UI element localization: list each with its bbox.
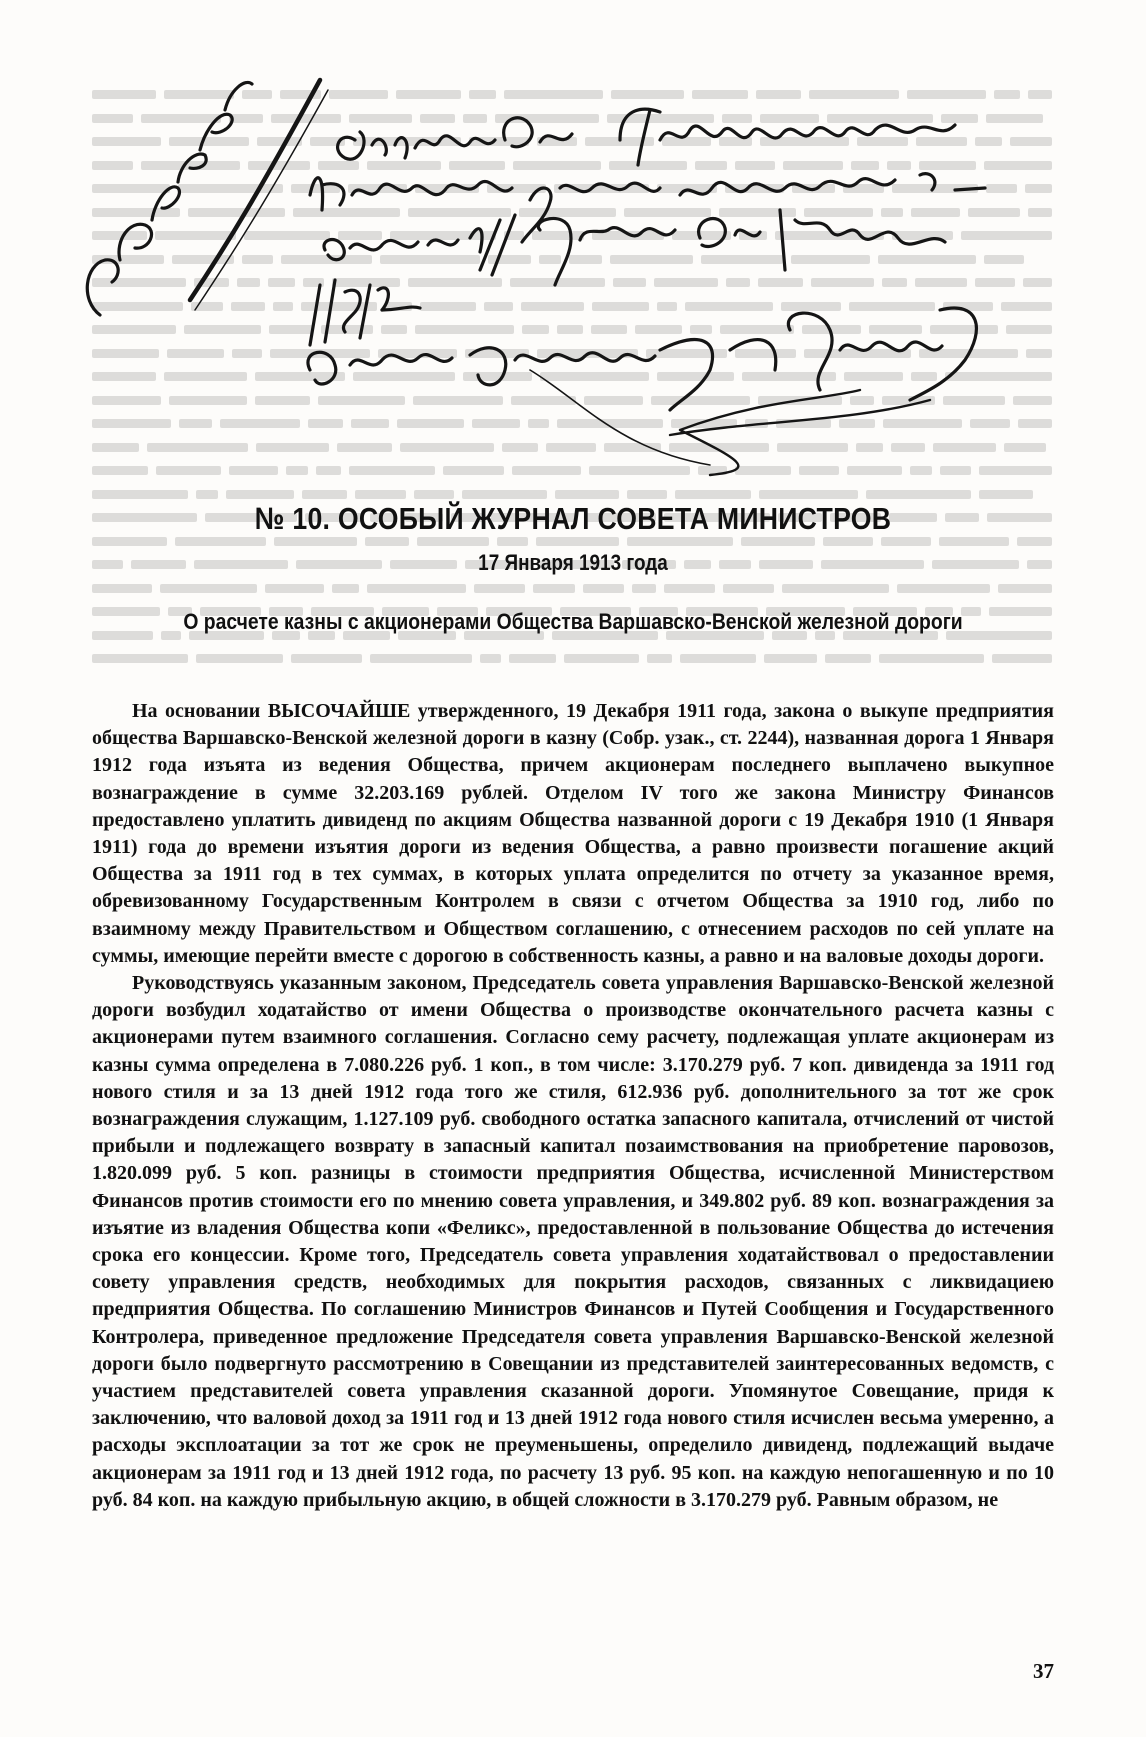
document-subject: О расчете казны с акционерами Общества Варшавско-Венской железной дороги — [183, 609, 963, 634]
bleed-line — [92, 646, 1054, 670]
document-date: 17 Января 1913 года — [478, 550, 668, 575]
page-number: 37 — [1033, 1659, 1054, 1683]
handwriting-image — [60, 70, 1060, 490]
body-paragraph: Руководствуясь указанным законом, Председатель совета управления Варшавско-Венской железной дороги возбудил ходатайство от имени Общества о производстве окончательного расчета казны с акционерами путем взаимного соглашения. Согласно сему расчету, подлежащая уплате акционерам из казны сумма определена в 7.080.226 руб. 1 коп., в том числе: 3.170.279 руб. 7 коп. дивиденда за 1911 год нового стиля и за 13 дней 1912 года того же стиля, 612.936 руб. дополнительного за тот же срок вознаграждения служащим, 1.127.109 руб. свободного остатка запасного капитала, отчислений от чистой прибыли и подлежащего возврату в запасный капитал позаимствования на приобретение паровозов, 1.820.099 руб. 5 коп. разницы в стоимости предприятия Общества, исчисленной Министерством Финансов против стоимости его по мнению совета управления, и 349.802 руб. 89 коп. вознаграждения за изъятие из владения Общества копи «Феликс», предоставленной в пользование Общества до истечения срока его концессии. Кроме того, Председатель совета управления ходатайствовал о предоставлении совету управления средств, необходимых для покрытия расходов, связанных с ликвидациею предприятия Общества. По соглашению Министров Финансов и Путей Сообщения и Государственного Контролера, приведенное предложение Председателя совета управления Варшавско-Венской железной дороги было подвергнуто рассмотрению в Совещании из представителей заинтересованных ведомств, с участием представителей совета управления сказанной дороги. Упомянутое Совещание, придя к заключению, что валовой доход за 1911 год и 13 дней 1912 года нового стиля исчислен весьма умеренно, а расходы эксплоатации за тот же срок не преуменьшены, определило дивиденд, подлежащий выдаче акционерам за 1911 год и 13 дней 1912 года, по расчету 13 руб. 95 коп. на каждую непогашенную и по 10 руб. 84 коп. на каждую прибыльную акцию, в общей сложности в 3.170.279 руб. Равным образом, не — [92, 972, 1054, 1511]
document-title: № 10. ОСОБЫЙ ЖУРНАЛ СОВЕТА МИНИСТРОВ — [254, 501, 892, 536]
bleed-line — [92, 576, 1054, 600]
document-body — [92, 698, 1054, 1514]
body-paragraph: На основании ВЫСОЧАЙШЕ утвержденного, 19 Декабря 1911 года, закона о выкупе предприятия общества Варшавско-Венской железной дороги в казну (Собр. узак., ст. 2244), названная дорога 1 Января 1912 года изъята из ведения Общества, причем акционерам последнего выплачено выкупное вознаграждение в сумме 32.203.169 рублей. Отделом IV того же закона Министру Финансов предоставлено уплатить дивиденд по акциям Общества названной дороги с 19 Декабря 1910 (1 Января 1911) года до времени изъятия дороги из ведения Общества, а равно произвести погашение акций Общества за 1911 год в тех суммах, в которых уплата определится по отчету за указанное время, обревизованному Государственным Контролем в связи с отчетом Общества за 1910 год, либо по взаимному между Правительством и Обществом соглашению, с отнесением расходов по сей уплате на суммы, имеющие перейти вместе с дорогою в собственность казны, а равно и на валовые доходы дороги. — [92, 700, 1054, 967]
handwritten-resolution — [60, 70, 1060, 490]
